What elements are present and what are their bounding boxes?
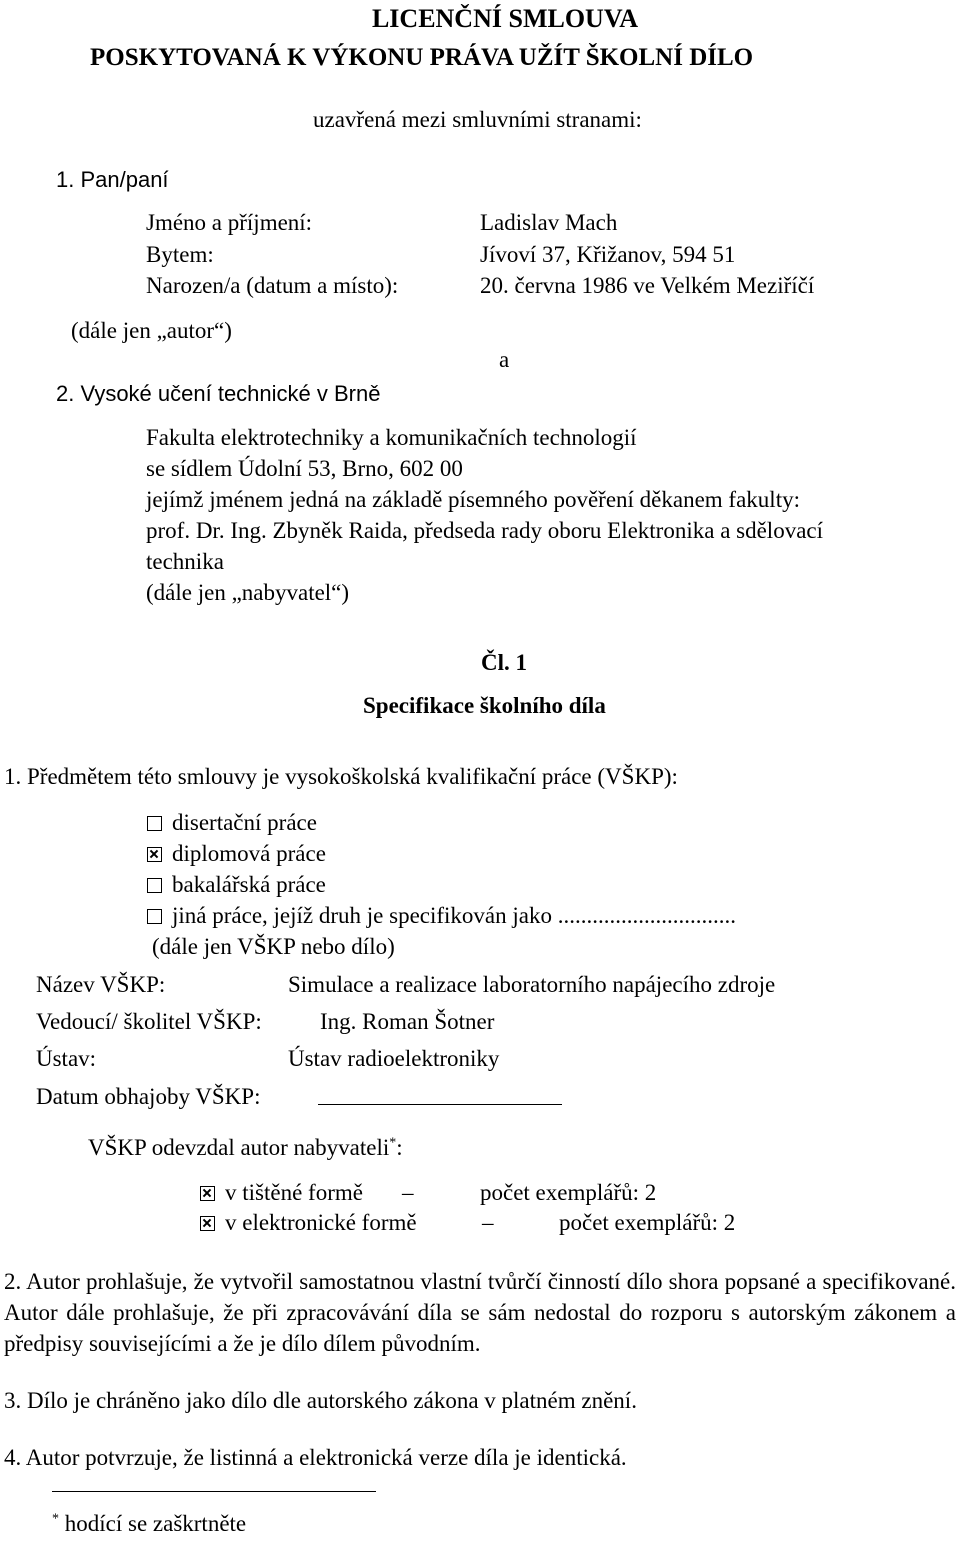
footnote-mark: *	[389, 1135, 397, 1151]
handover-line	[88, 1135, 403, 1161]
footnote-separator	[52, 1491, 376, 1492]
option-label: disertační práce	[172, 810, 317, 835]
party1-address-value: Jívoví 37, Křižanov, 594 51	[480, 242, 736, 267]
supervisor-label: Vedoucí/ školitel VŠKP:	[36, 1009, 262, 1034]
handover-colon: :	[396, 1135, 403, 1160]
party1-alias: (dále jen „autor“)	[71, 318, 232, 343]
option-dissertation[interactable]	[147, 810, 317, 836]
handover-text: VŠKP odevzdal autor nabyvateli	[88, 1135, 390, 1160]
party1-name-value: Ladislav Mach	[480, 210, 618, 235]
option-label: bakalářská práce	[172, 872, 326, 897]
option-label: jiná práce, jejíž druh je specifikován jako ...............................	[172, 903, 736, 928]
parties-intro: uzavřená mezi smluvními stranami:	[313, 107, 642, 132]
party2-line: jejímž jménem jedná na základě písemného pověření děkanem fakulty:	[146, 487, 800, 512]
checkbox-icon[interactable]	[147, 878, 162, 893]
party1-heading: 1. Pan/paní	[56, 167, 169, 192]
option-other[interactable]	[147, 903, 736, 929]
clause-3: 3. Dílo je chráněno jako dílo dle autorského zákona v platném znění.	[4, 1388, 637, 1413]
handover-dash: –	[402, 1180, 414, 1205]
footnote	[52, 1511, 246, 1537]
handover-count: počet exemplářů: 2	[559, 1210, 736, 1235]
contract-title: LICENČNÍ SMLOUVA	[371, 4, 639, 33]
clause-2-text: 2. Autor prohlašuje, že vytvořil samostatnou vlastní tvůrčí činností dílo shora popsané a specifikované. Autor dále prohlašuje, že při zpracovávání díla se sám nedostal do rozporu s autorským zákonem a předpisy souvisejícími a že je dílo dílem původním.	[4, 1269, 956, 1356]
contract-subtitle-title: POSKYTOVANÁ K VÝKONU PRÁVA UŽÍT ŠKOLNÍ DÍLO	[90, 44, 754, 71]
thesis-name-value: Simulace a realizace laboratorního napájecího zdroje	[288, 972, 776, 997]
handover-form: v elektronické formě	[225, 1210, 417, 1235]
handover-count: počet exemplářů: 2	[480, 1180, 657, 1205]
defense-date-blank[interactable]	[318, 1104, 562, 1105]
party2-heading: 2. Vysoké učení technické v Brně	[56, 381, 381, 406]
party2-alias: (dále jen „nabyvatel“)	[146, 580, 350, 605]
party2-line: se sídlem Údolní 53, Brno, 602 00	[146, 456, 463, 481]
footnote-star: *	[52, 1511, 59, 1527]
checkbox-checked-icon[interactable]	[200, 1216, 215, 1231]
party2-line: prof. Dr. Ing. Zbyněk Raida, předseda rady oboru Elektronika a sdělovací	[146, 518, 824, 543]
supervisor-value: Ing. Roman Šotner	[320, 1009, 495, 1034]
footnote-text: hodící se zaškrtněte	[64, 1511, 247, 1536]
parties-conjunction: a	[499, 347, 510, 372]
institute-label: Ústav:	[36, 1046, 97, 1071]
handover-electronic-row[interactable]	[200, 1210, 417, 1236]
defense-date-label: Datum obhajoby VŠKP:	[36, 1084, 261, 1109]
party2-line: Fakulta elektrotechniky a komunikačních technologií	[146, 425, 637, 450]
item1-text: 1. Předmětem této smlouvy je vysokoškolská kvalifikační práce (VŠKP):	[4, 764, 678, 789]
checkbox-icon[interactable]	[147, 909, 162, 924]
party1-birth-value: 20. června 1986 ve Velkém Meziříčí	[480, 273, 815, 298]
checkbox-checked-icon[interactable]	[200, 1186, 215, 1201]
option-label: diplomová práce	[172, 841, 326, 866]
thesis-name-label: Název VŠKP:	[36, 972, 166, 997]
handover-dash: –	[482, 1210, 494, 1235]
institute-value: Ústav radioelektroniky	[288, 1046, 500, 1071]
checkbox-icon[interactable]	[147, 816, 162, 831]
party1-name-label: Jméno a příjmení:	[146, 210, 313, 235]
option-bachelor[interactable]	[147, 872, 326, 898]
party2-line: technika	[146, 549, 224, 574]
checkbox-checked-icon[interactable]	[147, 847, 162, 862]
clause-4: 4. Autor potvrzuje, že listinná a elektronická verze díla je identická.	[4, 1445, 627, 1470]
party1-address-label: Bytem:	[146, 242, 214, 267]
clause-2	[4, 1266, 956, 1359]
handover-print-row[interactable]	[200, 1180, 363, 1206]
handover-form: v tištěné formě	[225, 1180, 363, 1205]
article-number: Čl. 1	[481, 650, 527, 675]
option-diploma[interactable]	[147, 841, 326, 867]
item1-alias: (dále jen VŠKP nebo dílo)	[152, 934, 395, 959]
party1-birth-label: Narozen/a (datum a místo):	[146, 273, 399, 298]
article-title: Specifikace školního díla	[363, 693, 606, 718]
